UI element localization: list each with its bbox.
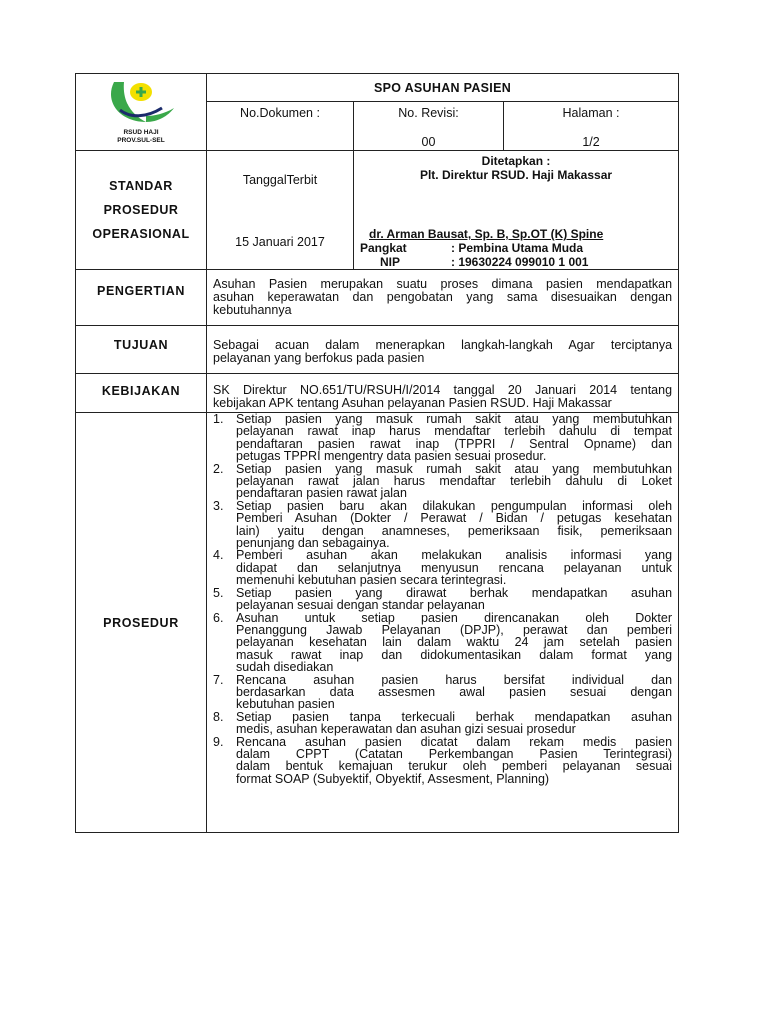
no-dokumen-cell bbox=[207, 102, 354, 151]
prosedur-item-number: 3. bbox=[213, 498, 224, 513]
prosedur-item-line: kebutuhan pasien bbox=[236, 697, 335, 712]
prosedur-item bbox=[207, 463, 672, 500]
prosedur-item-line: berdasarkan data assesmen awal pasien sesuai dengan bbox=[236, 684, 673, 699]
prosedur-item-text bbox=[236, 413, 672, 463]
prosedur-item-line: memenuhi kebutuhan pasien secara terintegrasi. bbox=[236, 573, 507, 588]
prosedur-item-line: pelayanan kesehatan lain dalam waktu 24 jam setelah pasien bbox=[236, 635, 673, 650]
standar-prosedur-operasional bbox=[76, 151, 207, 270]
prosedur-item-line: penunjang dan sebagainya. bbox=[236, 536, 390, 551]
prosedur-item-number: 1. bbox=[213, 412, 224, 426]
prosedur-item bbox=[207, 612, 672, 674]
tanggal-terbit-label: TanggalTerbit bbox=[242, 173, 318, 187]
tujuan-text bbox=[207, 326, 679, 374]
prosedur-item-line: Asuhan untuk setiap pasien direncanakan oleh Dokter bbox=[236, 610, 673, 625]
ditetapkan-by: Plt. Direktur RSUD. Haji Makassar bbox=[419, 168, 613, 182]
prosedur-item bbox=[207, 549, 672, 586]
document-title: SPO ASUHAN PASIEN bbox=[207, 74, 679, 102]
no-revisi-cell bbox=[354, 102, 504, 151]
prosedur-item bbox=[207, 711, 672, 736]
side-title-line2: PROSEDUR bbox=[103, 203, 179, 217]
halaman-cell bbox=[504, 102, 679, 151]
prosedur-list bbox=[207, 413, 678, 785]
ditetapkan-cell bbox=[354, 151, 679, 270]
prosedur-item-text bbox=[236, 587, 672, 612]
prosedur-item-line: Setiap pasien yang masuk rumah sakit atau yang membutuhkan bbox=[236, 461, 673, 476]
prosedur-label: PROSEDUR bbox=[76, 413, 207, 833]
tujuan-line: pelayanan yang berfokus pada pasien bbox=[213, 351, 425, 365]
pangkat-label: Pangkat bbox=[360, 241, 407, 255]
prosedur-item-line: medis, asuhan keperawatan dan asuhan gizi sesuai prosedur bbox=[236, 722, 576, 737]
prosedur-item-text bbox=[236, 549, 672, 586]
prosedur-item-number: 8. bbox=[213, 709, 224, 724]
prosedur-item-text bbox=[236, 711, 672, 736]
signatory-name: dr. Arman Bausat, Sp. B, Sp.OT (K) Spine bbox=[369, 227, 604, 241]
prosedur-item-line: format SOAP (Subyektif, Obyektif, Assesment, Planning) bbox=[236, 771, 550, 786]
side-title-line3: OPERASIONAL bbox=[92, 227, 190, 241]
prosedur-item-line: Pemberi asuhan akan melakukan analisis informasi yang bbox=[236, 548, 673, 563]
prosedur-content bbox=[207, 413, 679, 833]
spo-table bbox=[75, 73, 679, 833]
prosedur-item-line: pendaftaran pasien rawat inap (TPPRI / Sentral Opname) dan bbox=[236, 436, 673, 451]
tanggal-terbit-value: 15 Januari 2017 bbox=[235, 235, 325, 249]
pengertian-line: Asuhan Pasien merupakan suatu proses dimana pasien mendapatkan bbox=[213, 277, 673, 291]
logo-line1: RSUD HAJI bbox=[123, 129, 159, 136]
prosedur-item-line: Setiap pasien tanpa terkecuali berhak mendapatkan asuhan bbox=[236, 709, 673, 724]
prosedur-item-line: masuk rawat inap dan didokumentasikan dalam format yang bbox=[236, 647, 673, 662]
crescent-star-logo-icon bbox=[106, 76, 178, 128]
no-dokumen-label: No.Dokumen : bbox=[240, 106, 320, 121]
prosedur-item-line: Penanggung Jawab Pelayanan (DPJP), perawat dan pemberi bbox=[236, 622, 673, 637]
prosedur-item-line: pendaftaran pasien rawat jalan bbox=[236, 486, 407, 501]
prosedur-item-line: Setiap pasien baru akan dilakukan pengumpulan informasi oleh bbox=[236, 498, 673, 513]
prosedur-item-text bbox=[236, 736, 672, 786]
nip-value: : 19630224 099010 1 001 bbox=[451, 255, 589, 269]
prosedur-item-text bbox=[236, 463, 672, 500]
prosedur-item bbox=[207, 587, 672, 612]
prosedur-item-line: Rencana asuhan pasien dicatat dalam rekam medis pasien bbox=[236, 734, 673, 749]
kebijakan-line: SK Direktur NO.651/TU/RSUH/I/2014 tanggal 20 Januari 2014 tentang bbox=[213, 383, 673, 397]
halaman-value: 1/2 bbox=[582, 135, 600, 150]
pengertian-text bbox=[207, 270, 679, 326]
tanggal-terbit-cell bbox=[207, 151, 354, 270]
prosedur-item-number: 7. bbox=[213, 672, 224, 687]
prosedur-item bbox=[207, 500, 672, 550]
prosedur-item-text bbox=[236, 674, 672, 711]
hospital-logo bbox=[76, 74, 206, 150]
prosedur-item-line: Setiap pasien yang dirawat berhak mendapatkan asuhan bbox=[236, 585, 673, 600]
prosedur-item bbox=[207, 674, 672, 711]
prosedur-item-line: petugas TPPRI mengentry data pasien sesuai prosedur. bbox=[236, 449, 547, 464]
prosedur-item-text bbox=[236, 500, 672, 550]
ditetapkan-label: Ditetapkan : bbox=[481, 154, 551, 168]
pengertian-line: kebutuhannya bbox=[213, 303, 292, 317]
prosedur-item-line: pelayanan sesuai dengan standar pelayanan bbox=[236, 598, 485, 613]
halaman-label: Halaman : bbox=[562, 106, 620, 121]
prosedur-item-text bbox=[236, 612, 672, 674]
prosedur-item-number: 5. bbox=[213, 585, 224, 600]
prosedur-item-line: Pemberi Asuhan (Dokter / Perawat / Bidan / petugas kesehatan bbox=[236, 511, 673, 526]
prosedur-item-number: 9. bbox=[213, 734, 224, 749]
pengertian-line: asuhan keperawatan dan pengobatan yang sama disesuaikan dengan bbox=[213, 290, 673, 304]
no-revisi-value: 00 bbox=[421, 135, 436, 150]
prosedur-item bbox=[207, 413, 672, 463]
prosedur-item-line: pelayanan rawat jalan harus mendaftar terlebih dahulu di Loket bbox=[236, 474, 673, 489]
kebijakan-label: KEBIJAKAN bbox=[76, 374, 207, 413]
prosedur-item bbox=[207, 736, 672, 786]
nip-label: NIP bbox=[380, 255, 401, 269]
kebijakan-line: kebijakan APK tentang Asuhan pelayanan Pasien RSUD. Haji Makassar bbox=[213, 396, 612, 410]
side-title-line1: STANDAR bbox=[109, 179, 173, 193]
tujuan-line: Sebagai acuan dalam menerapkan langkah-langkah Agar terciptanya bbox=[213, 338, 673, 352]
logo-line2: PROV.SUL-SEL bbox=[117, 137, 165, 144]
prosedur-item-line: pelayanan rawat inap harus mendaftar terlebih dahulu di tempat bbox=[236, 424, 673, 439]
prosedur-item-line: sudah disediakan bbox=[236, 660, 334, 675]
prosedur-item-line: Setiap pasien yang masuk rumah sakit atau yang membutuhkan bbox=[236, 412, 673, 426]
pengertian-label: PENGERTIAN bbox=[76, 270, 207, 326]
prosedur-item-line: didapat dan selanjutnya menyusun rencana pelayanan untuk bbox=[236, 560, 673, 575]
prosedur-item-number: 4. bbox=[213, 548, 224, 563]
no-revisi-label: No. Revisi: bbox=[398, 106, 459, 121]
prosedur-item-number: 6. bbox=[213, 610, 224, 625]
logo-cell bbox=[76, 74, 207, 151]
prosedur-item-line: dalam CPPT (Catatan Perkembangan Pasien Terintegrasi) bbox=[236, 746, 673, 761]
prosedur-item-line: dalam bentuk kemajuan terukur oleh pemberi pelayanan sesuai bbox=[236, 759, 673, 774]
kebijakan-text bbox=[207, 374, 679, 413]
tujuan-label: TUJUAN bbox=[76, 326, 207, 374]
prosedur-item-line: Rencana asuhan pasien harus bersifat individual dan bbox=[236, 672, 673, 687]
pangkat-value: : Pembina Utama Muda bbox=[451, 241, 584, 255]
prosedur-item-number: 2. bbox=[213, 461, 224, 476]
prosedur-item-line: lain) yaitu dengan anamneses, pemeriksaan fisik, pemeriksaan bbox=[236, 523, 673, 538]
